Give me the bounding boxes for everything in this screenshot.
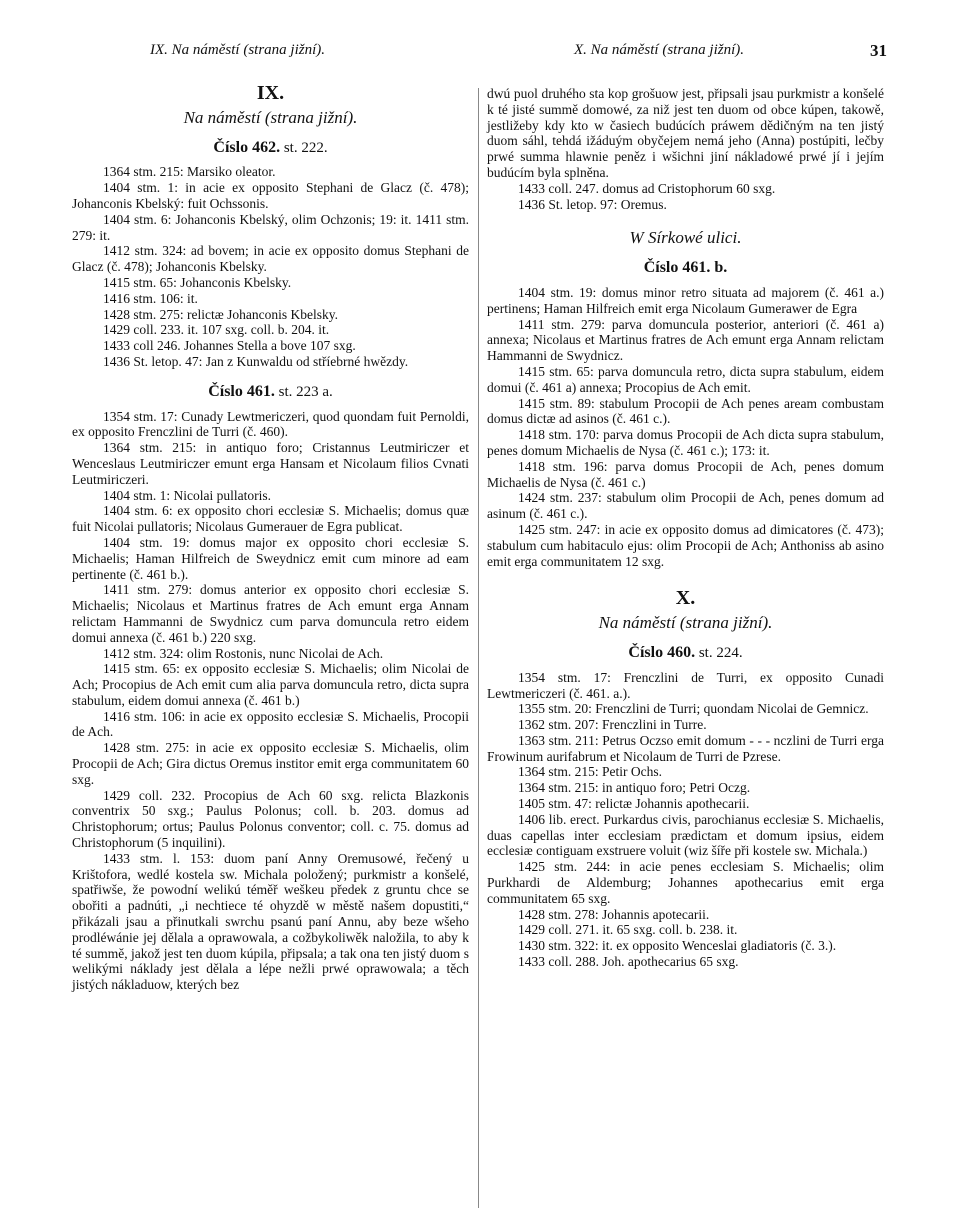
entry-paragraph: 1363 stm. 211: Petrus Oczso emit domum - - - nczlini de Turri erga Frowinum aurifabrum et Nicolaum de Turri de Pzrese.: [487, 732, 884, 764]
entry-paragraph: 1364 stm. 215: in antiquo foro; Petri Oczg.: [518, 780, 751, 796]
running-header-left: IX. Na náměstí (strana jižní).: [150, 42, 325, 58]
entry-paragraph: 1428 stm. 278: Johannis apotecarii.: [518, 906, 710, 922]
entry-paragraph: 1433 coll 246. Johannes Stella a bove 107 sxg.: [103, 338, 356, 354]
entry-paragraph: dwú puol druhého sta kop grošuow jest, připsali jsau purkmistr a konšelé k té jisté summě domowé, za niž jest ten duom od obce kúpen, takowě, jestližeby kdy kto w časiech budúcích práwem dědičným na ten jistý duom sáhl, tehdá ižáduým obyčejem nemá jeho (Anna) postúpiti, lečby prwé summa hlawnie peněz i wšichni jiní nákladowé prwé jí i jejím budúcím byla splněna.: [487, 86, 884, 180]
entry-paragraph: 1412 stm. 324: ad bovem; in acie ex opposito domus Stephani de Glacz (č. 478); Johanconis Kbelsky.: [72, 243, 469, 275]
column-divider: [478, 88, 479, 1208]
page-number: 31: [870, 41, 887, 60]
running-header-right: X. Na náměstí (strana jižní).: [574, 42, 745, 58]
entry-paragraph: 1354 stm. 17: Cunady Lewtmericzeri, quod quondam fuit Pernoldi, ex opposito Frenczlini de Turri (č. 460).: [72, 408, 469, 440]
entry-paragraph: 1404 stm. 6: Johanconis Kbelský, olim Ochzonis; 19: it. 1411 stm. 279: it.: [72, 211, 469, 243]
entry-paragraph: 1411 stm. 279: domus anterior ex opposito chori ecclesiæ S. Michaelis; Nicolaus et Martinus fratres de Ach emunt erga Annam relictam Hammanni de Swydnicz cum parva domuncula retro eidem domui annexa (č. 461 b.) 220 sxg.: [72, 582, 469, 645]
entry-paragraph: 1436 St. letop. 47: Jan z Kunwaldu od stříebrné hwězdy.: [103, 353, 409, 369]
entry-paragraph: 1404 stm. 1: in acie ex opposito Stephani de Glacz (č. 478); Johanconis Kbelský: fuit Ochssonis.: [72, 180, 469, 211]
chapter-number: IX.: [256, 82, 285, 104]
entry-paragraph: 1430 stm. 322: it. ex opposito Wenceslai gladiatoris (č. 3.).: [518, 938, 837, 954]
entry-paragraph: 1355 stm. 20: Frenczlini de Turri; quondam Nicolai de Gemnicz.: [518, 701, 869, 717]
continued-text: [487, 86, 884, 212]
entry-paragraph: 1364 stm. 215: Marsiko oleator.: [103, 164, 276, 180]
house-entries: [72, 409, 469, 993]
entry-paragraph: 1415 stm. 65: parva domuncula retro, dicta supra stabulum, eidem domui (č. 461 a) annexa; Procopius de Ach emit.: [487, 363, 884, 395]
entry-paragraph: 1436 St. letop. 97: Oremus.: [518, 196, 667, 212]
section-title: Na náměstí (strana jižní).: [598, 613, 773, 633]
entry-paragraph: 1433 coll. 288. Joh. apothecarius 65 sxg.: [518, 954, 739, 970]
entry-paragraph: 1418 stm. 196: parva domus Procopii de Ach, penes domum Michaelis de Nysa (č. 461 c.): [487, 458, 884, 490]
chapter-number: X.: [675, 587, 696, 610]
house-entries: [487, 670, 884, 970]
house-entries: [487, 285, 884, 569]
entry-paragraph: 1425 stm. 244: in acie penes ecclesiam S. Michaelis; olim Purkhardi de Aldemburg; Johannes apothecarius emit erga communitatem 65 sxg.: [487, 859, 884, 906]
entry-paragraph: 1404 stm. 1: Nicolai pullatoris.: [103, 487, 271, 503]
entry-paragraph: 1405 stm. 47: relictæ Johannis apothecarii.: [518, 796, 750, 812]
entry-paragraph: 1411 stm. 279: parva domuncula posterior, anteriori (č. 461 a) annexa; Nicolaus et Martinus fratres de Ach emunt erga Annam relictam Hammanni de Swydnicz.: [487, 316, 884, 364]
entry-paragraph: 1404 stm. 19: domus minor retro situata ad majorem (č. 461 a.) pertinens; Haman Hilfreich emit erga Nicolaum Gumerawer de Egra: [487, 284, 884, 316]
entry-paragraph: 1429 coll. 233. it. 107 sxg. coll. b. 204. it.: [103, 322, 330, 338]
entry-paragraph: 1418 stm. 170: parva domus Procopii de Ach dicta supra stabulum, penes domum Michaelis de Nysa (č. 461 c.); 173: it.: [487, 427, 884, 458]
entry-paragraph: 1404 stm. 6: ex opposito chori ecclesiæ S. Michaelis; domus quæ fuit Nicolai pullatoris; Nicolaus Gumerauer de Egra publicat.: [72, 503, 469, 535]
house-heading: Číslo 460. st. 224.: [628, 643, 743, 661]
street-title: W Sírkowé ulici.: [629, 228, 742, 248]
house-heading: Číslo 462. st. 222.: [213, 138, 328, 156]
house-heading: Číslo 461. b.: [643, 259, 728, 277]
entry-paragraph: 1415 stm. 65: Johanconis Kbelsky.: [103, 274, 292, 290]
entry-paragraph: 1416 stm. 106: it.: [103, 290, 198, 306]
entry-paragraph: 1415 stm. 65: ex opposito ecclesiæ S. Michaelis; olim Nicolai de Ach; Procopius de Ach emit cum alia parva domuncula retro, dicta supra stabulum, eidem domui annexa (č. 461 b.): [72, 661, 469, 708]
entry-paragraph: 1429 coll. 271. it. 65 sxg. coll. b. 238. it.: [518, 922, 738, 938]
entry-paragraph: 1354 stm. 17: Frenczlini de Turri, ex opposito Cunadi Lewtmericzeri (č. 461. a.).: [487, 669, 884, 701]
entry-paragraph: 1364 stm. 215: in antiquo foro; Cristannus Leutmiriczer et Wenceslaus Leutmiriczer emunt erga Hansam et Nicolaum filios Cvnati Leutmiriczeri.: [72, 440, 469, 487]
section-title: Na náměstí (strana jižní).: [183, 107, 358, 127]
house-entries: [72, 164, 469, 369]
entry-paragraph: 1429 coll. 232. Procopius de Ach 60 sxg. relicta Blazkonis conventrix 50 sxg.; Paulus Polonus; coll. b. 203. domus ad Christophorum; ortus; Paulus Polonus conventor; coll. c. 75. domus ad Christophorum (5 inquilini).: [72, 787, 469, 851]
entry-paragraph: 1433 stm. l. 153: duom paní Anny Oremusowé, řečený u Krištofora, wedlé kostela sw. Michala položený; purkmistr a konšelé, spatřiwše, že powodní welikú téměř weškeu předek z gruntu chce se obořiti a padnúti, „i nechtiece té ohyzdě w městě našem dopustiti,“ přikázali jsau a přinutkali swrchu psanú paní Annu, aby beze wšeho prodléwánie jej dělala a oprawowala, a cožbykoliwěk naložila, to aby k té summě, jakož jest ten duom kúpila, připsala; a tak ona ten jistý duom s welikými náklady jest dělala a lépe nežli prwé oprawowala; a těch jistých nákladuow, kterých bez: [72, 850, 469, 993]
entry-paragraph: 1416 stm. 106: in acie ex opposito ecclesiæ S. Michaelis, Procopii de Ach.: [72, 708, 469, 740]
entry-paragraph: 1428 stm. 275: relictæ Johanconis Kbelsky.: [103, 306, 338, 322]
entry-paragraph: 1425 stm. 247: in acie ex opposito domus ad dimicatores (č. 473); stabulum cum habitaculo ejus: olim Procopii de Ach; Anthoniss ab asino emit erga communitatem 12 sxg.: [487, 521, 884, 569]
entry-paragraph: 1362 stm. 207: Frenczlini in Turre.: [518, 717, 707, 733]
entry-paragraph: 1415 stm. 89: stabulum Procopii de Ach penes aream combustam domus dictæ ad asinos (č. 461 c.).: [487, 395, 884, 427]
entry-paragraph: 1406 lib. erect. Purkardus civis, parochianus ecclesiæ S. Michaelis, duas capellas inter ecclesiam prædictam et domum ipsius, eidem ecclesiæ contiguam exstruere voluit (wiz šíře při kostele sw. Michala.): [487, 811, 884, 859]
entry-paragraph: 1364 stm. 215: Petir Ochs.: [518, 764, 662, 780]
right-column: [487, 86, 884, 970]
entry-paragraph: 1424 stm. 237: stabulum olim Procopii de Ach, penes domum ad asinum (č. 461 c.).: [487, 490, 884, 522]
entry-paragraph: 1412 stm. 324: olim Rostonis, nunc Nicolai de Ach.: [103, 645, 384, 661]
entry-paragraph: 1433 coll. 247. domus ad Cristophorum 60 sxg.: [518, 180, 776, 196]
entry-paragraph: 1428 stm. 275: in acie ex opposito ecclesiæ S. Michaelis, olim Procopii de Ach; Gira dictus Oremus institor emit erga communitatem 60 sxg.: [72, 740, 469, 787]
left-column: [72, 82, 469, 993]
entry-paragraph: 1404 stm. 19: domus major ex opposito chori ecclesiæ S. Michaelis; Haman Hilfreich de Sweydnicz emit cum minore ad eam pertinente (č. 461 b.).: [72, 534, 469, 582]
house-heading: Číslo 461. st. 223 a.: [208, 382, 333, 400]
